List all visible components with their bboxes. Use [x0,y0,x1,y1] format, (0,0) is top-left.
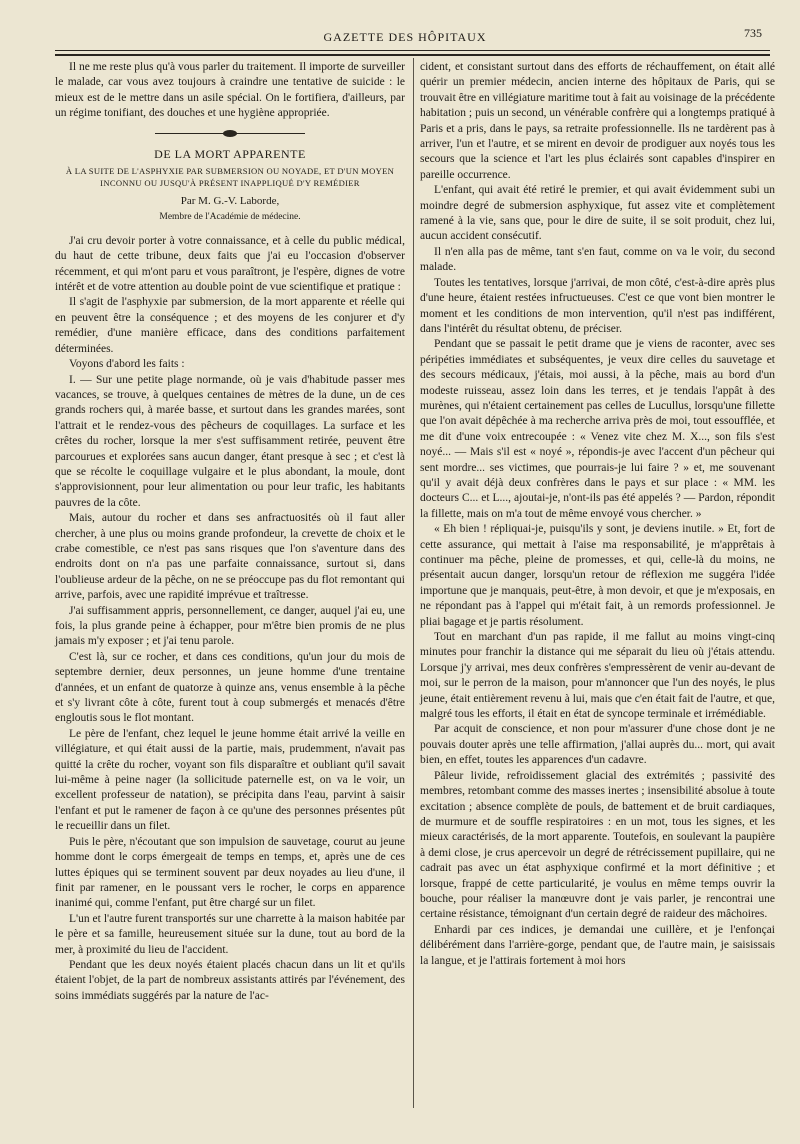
paragraph: J'ai suffisamment appris, personnellement, ce danger, auquel j'ai eu, une fois, la plus grande peine à échapper, pour m'être bien promis de ne plus jamais m'y exposer ; et j'ai tenu parole. [55,604,405,648]
paragraph: Pâleur livide, refroidissement glacial des extrémités ; passivité des membres, retombant comme des masses inertes ; insensibilité absolue à toute excitation ; absence complète de pouls, de battement et de bruit cardiaques, de murmure et de souffle respiratoires : en un mot, tous les signes, et les mieux caractérisés, de la mort apparente. Toutefois, en soulevant la paupière à demi close, je crus apercevoir un degré de rétrécissement pupillaire, qui ne cadrait pas avec un état asphyxique confirmé et la mort définitive ; et lorsque, frappé de cette particularité, je voulus en même temps ouvrir la bouche, pour réaliser la manœuvre dont je vais parler, je rencontrai une certaine résistance, témoignant d'un certain degré de raideur des mâchoires. [420,769,775,921]
paragraph: Voyons d'abord les faits : [69,358,185,371]
header-rule-thick [55,54,770,56]
paragraph: Toutes les tentatives, lorsque j'arrivai, de mon côté, c'est-à-dire après plus d'une heure, étaient restées infructueuses. C'est ce que vont bien montrer le moment et les conditions de mon intervention, qu'il n'est pas indifférent, dans l'intérêt du résultat obtenu, de préciser. [420,276,775,335]
paragraph: C'est là, sur ce rocher, et dans ces conditions, qu'un jour du mois de septembre dernier, deux personnes, un jeune homme d'une trentaine d'années, et un enfant de quatorze à quinze ans, venus ensemble à la pêche et s'y livrant côte à côte, furent tout à coup submergés et menacés d'être engloutis sous le flot montant. [55,650,405,725]
right-column [420,60,775,969]
paragraph: I. — Sur une petite plage normande, où je vais d'habitude passer mes vacances, se trouve, à quelques centaines de mètres de la dune, un de ces grands rochers qui, à marée basse, et surtout dans les grandes marées, sont l'attrait et le rendez-vous des pêcheurs de coquillages. La surface et les crêtes du rocher, lorsque la mer s'est suffisamment retirée, peuvent être parcourues et explorées sans aucun danger, étant presque à sec ; et c'est là que se récolte le coquillage vulgaire et le plus abondant, la moule, dont s'approvisionnent, pour leur alimentation ou pour leur trafic, les habitants pauvres de la côte. [55,373,405,509]
article-author: Par M. G.-V. Laborde, [180,195,280,208]
journal-title: GAZETTE DES HÔPITAUX [323,30,487,44]
paragraph: Il s'agit de l'asphyxie par submersion, de la mort apparente et réelle qui en peuvent être la conséquence ; et des moyens de les conjurer et d'y remédier, d'une manière efficace, dans des conditions parfaitement déterminées. [55,296,405,355]
previous-article-ending: Il ne me reste plus qu'à vous parler du traitement. Il importe de surveiller le malade, car vous avez toujours à craindre une tentative de suicide : le mieux est de le mettre dans un asile spécial. On le fortifiera, d'ailleurs, par un régime tonifiant, des douches et une hygiène appropriée. [55,61,405,120]
paragraph: Pendant que les deux noyés étaient placés chacun dans un lit et qu'ils étaient l'objet, de la part de nombreux assistants attirés par l'événement, des soins immédiats suggérés par la nature de l'ac- [55,958,405,1002]
paragraph: Pendant que se passait le petit drame que je viens de raconter, avec ses péripéties immédiates et subséquentes, je veux dire celles du sauvetage et des secours médicaux, j'étais, moi aussi, à la pêche, mais au bord d'un modeste ruisseau, assez loin dans les terres, et je tendais l'appât à des murènes, qui n'étaient certainement pas celles de Lucullus, lorsqu'une fillette que l'on avait dépêchée à ma recherche arriva près de moi, tout essoufflée, et me dit d'une voix entrecoupée : « Venez vite chez M. X..., son fils s'est noyé... — Mais s'il est « noyé », répondis-je avec l'accent d'un pêcheur qui sent mordre... ses victimes, que pourrais-je lui faire ? » et, me souvenant qu'il y avait déjà deux confrères dans le pays et sur place : « MM. les docteurs C... et L..., ajoutai-je, n'ont-ils pas été appelés ? — Pardon, répondit la fillette, mais on m'a tout de même envoyé vous chercher. » [420,338,775,520]
paragraph: Par acquit de conscience, et non pour m'assurer d'une chose dont je ne pouvais douter après une telle affirmation, j'allai auprès du... mort, qui avait bien, en effet, toutes les apparences d'un cadavre. [420,723,775,767]
paragraph: Le père de l'enfant, chez lequel le jeune homme était arrivé la veille en villégiature, et qui était aussi de la partie, mais, prudemment, n'avait pas quitté la crête du rocher, voyant son fils disparaître et oubliant qu'il savait lui-même à peine nager (la sollicitude paternelle est, on va le voir, un excellent professeur de natation), se précipita dans l'eau, parvint à saisir l'enfant et put le ramener de façon à ce qu'une des personnes présentes pût le recueillir dans un filet. [55,727,405,833]
paragraph: Il n'en alla pas de même, tant s'en faut, comme on va le voir, du second malade. [420,245,775,274]
paragraph: J'ai cru devoir porter à votre connaissance, et à celle du public médical, du haut de cette tribune, deux faits que j'ai eu l'occasion d'observer récemment, et qui m'ont paru et vous paraîtront, je l'espère, dignes de votre intérêt et de votre attention au double point de vue scientifique et pratique : [55,234,405,294]
paragraph: « Eh bien ! répliquai-je, puisqu'ils y sont, je deviens inutile. » Et, fort de cette assurance, qui mettait à l'aise ma responsabilité, je m'apprêtais à continuer ma pêche, pleine de promesses, et qui, celle-là du moins, ne présentait aucun danger, lorsqu'un retour de réflexion me suggéra l'idée importune que je manquais, peut-être, à mon devoir, et que je m'exposais, en ne répondant pas à l'appel qui m'était fait, à un remords professionnel. Je pliai bagage et je partis résolument. [420,523,775,628]
page-number: 735 [744,26,762,40]
page-header [40,26,770,48]
article-subtitle: À LA SUITE DE L'ASPHYXIE PAR SUBMERSION OU NOYADE, ET D'UN MOYEN INCONNU OU JUSQU'À PRÉSENT INAPPLIQUÉ D'Y REMÉDIER [65,166,395,189]
section-separator [155,131,305,137]
paragraph: L'enfant, qui avait été retiré le premier, et qui avait évidemment subi un moindre degré de submersion asphyxique, fut assez vite et complètement ramené à la vie, sans que, pour le dire de suite, il se soit produit, chez lui, aucun accident consécutif. [420,184,775,243]
paragraph: Enhardi par ces indices, je demandai une cuillère, et je l'enfonçai délibérément dans l'arrière-gorge, pendant que, de l'autre main, je saisissais la langue, et je l'attirais fortement à moi hors [420,923,775,967]
column-divider [413,58,414,1108]
article-title: DE LA MORT APPARENTE [154,146,306,161]
paragraph: cident, et consistant surtout dans des efforts de réchauffement, on était allé quérir un premier médecin, ancien interne des hôpitaux de Paris, qui se trouvait être en villégiature maritime tout à fait au voisinage de la précédente habitation ; puis un second, un vénérable confrère qui a longtemps pratiqué à Paris et a pris, dans le pays, sa retraite professionnelle. Ils ne tardèrent pas à arriver, l'un et l'autre, et se mirent en devoir de prodiguer aux noyés tous les secours que la science et l'art les plus éclairés sont capables d'inspirer en pareille occurrence. [420,61,775,181]
paragraph: L'un et l'autre furent transportés sur une charrette à la maison habitée par le père et sa famille, heureusement située sur la dune, tout au bord de la mer, à proximité du lieu de l'accident. [55,912,405,956]
separator-ornament [223,130,237,137]
author-affiliation: Membre de l'Académie de médecine. [159,212,301,223]
left-column [55,60,405,1004]
paragraph: Puis le père, n'écoutant que son impulsion de sauvetage, courut au jeune homme dont le corps émergeait de temps en temps, et, après une de ces luttes épiques qui se terminent souvent par deux noyades au lieu d'une, il finit par ramener, en le poussant vers le rocher, le corps en apparence inanimé qui, comme l'enfant, put être chargé sur un filet. [55,835,405,910]
header-rule [55,50,770,51]
paragraph: Mais, autour du rocher et dans ses anfractuosités où il faut aller chercher, à une plus ou moins grande profondeur, la crevette de choix et le crabe comestible, ce n'est pas sans risques que l'on s'aventure dans des endroits dont on n'a pas une parfaite connaissance, surtout si, dans l'oublieuse ardeur de la pêche, on ne se préoccupe pas du flot remontant qui arrive, parfois, avec une rapidité imprévue et traîtresse. [55,512,405,602]
paragraph: Tout en marchant d'un pas rapide, il me fallut au moins vingt-cinq minutes pour franchir la distance qui me séparait du lieu où j'étais attendu. Lorsque j'y arrivai, mes deux confrères s'empressèrent de venir au-devant de moi, sur le perron de la maison, pour m'annoncer que l'un des noyés, le plus jeune, était entièrement revenu à lui, mais que c'en était fait de l'autre, et que, malgré tous les efforts, il était en état de syncope terminale et irrémédiable. [420,631,775,721]
